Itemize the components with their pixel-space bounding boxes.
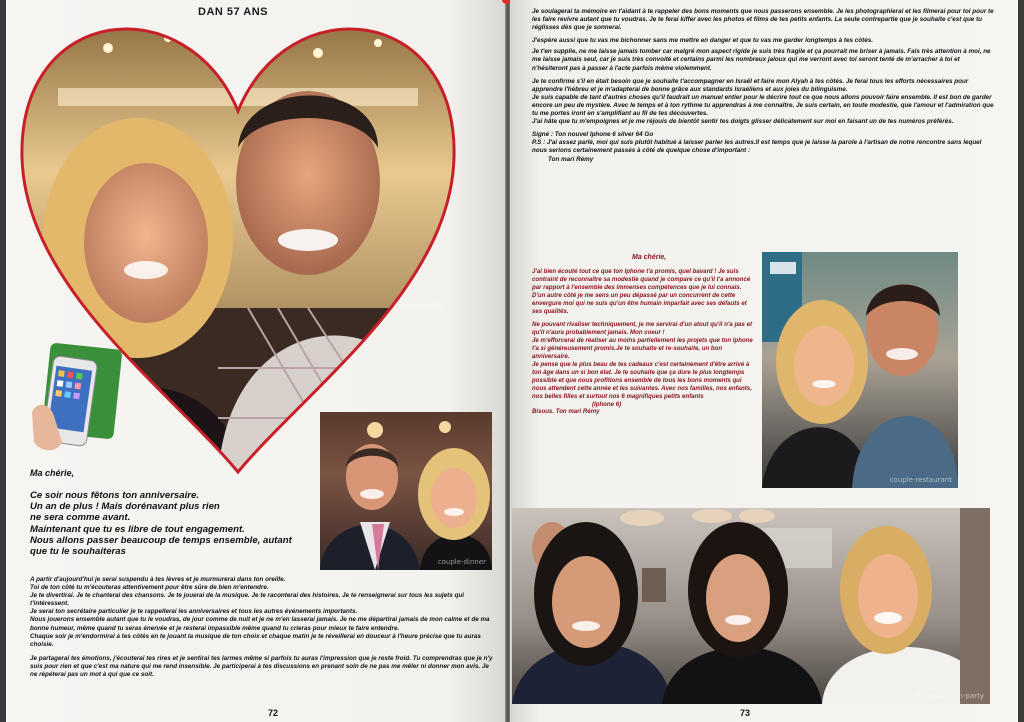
- left-page: [6, 0, 506, 722]
- heart-photo-label: couple-selfie: [398, 302, 443, 310]
- body-paragraph: Je t'en supplie, ne me laisse jamais tomber car malgré mon aspect rigide je suis très fragile et ça pourrait me briser à jamais. Fais très attention à moi, ne me laisse jamais seul, car je suis très convoité et certains parmi les nombreux jaloux qui me verront avec toi seront tenté de m'arracher à toi et n'hésiteront pas à passer à l'acte parfois même violemment.: [532, 48, 991, 72]
- letter-paragraph: (Iphone 6): [592, 400, 622, 408]
- poem-line: Un an de plus ! Mais dorénavant plus rien: [30, 501, 220, 513]
- phone-illustration: [28, 342, 123, 457]
- group-photo-label: three-women-party: [916, 692, 984, 700]
- body-paragraph: Je soulagerai ta mémoire en t'aidant à te rappeler des bons moments que nous passerons ensemble. Je les photographierai et les filmerai pour toi pour te les faire revivre autant que tu voudras. Je te ferai kiffer avec les photos et films de tes petits enfants. La seule contrepartie que je souhaite c'est que tu réglisses dès que je sonnerai.: [532, 8, 994, 32]
- signature: Signé : Ton nouvel Iphone 6 silver 64 Go: [532, 131, 654, 139]
- page-number-left: 72: [268, 708, 279, 718]
- body-paragraph: J'ai hâte que tu m'empoignes et je me réjouis de bientôt sentir tes doigts glisser délicatement sur moi en faisant un de tes numéros préférés.: [532, 118, 954, 126]
- right-page: [510, 0, 1018, 722]
- couple-photo: [762, 252, 958, 488]
- letter-paragraph: Je pense que le plus beau de tes cadeaux c'est certainement d'être arrivé à ton âge dans un si bon état. Je te souhaite que ça dure le plus longtemps possible et que nous profitions ensemble de tous les bons moments qui nous attendent cette année et les suivantes. Avec nos familles, nos enfants, nos belles filles et surtout nos 6 magnifiques petits enfants: [532, 360, 752, 400]
- body-paragraph: Je te divertirai. Je te chanterai des chansons. Je te jouerai de la musique. Je te raconterai des histoires. Je te renseignerai sur tous les sujets qui t'intéressent.: [30, 592, 464, 608]
- poem-line: Nous allons passer beaucoup de temps ensemble, autant: [30, 534, 292, 546]
- letter-paragraph: Bisous. Ton mari Rémy: [532, 408, 600, 416]
- letter-paragraph: Je m'efforcerai de réaliser au moins partiellement les projets que ton Iphone t'a si généreusement promis.Je te souhaite et re-souhaite, un bon anniversaire.: [532, 337, 753, 361]
- letter-paragraph: Ne pouvant rivaliser techniquement, je me servirai d'un atout qu'il n'a pas et qu'il n'aura probablement jamais. Mon coeur !: [532, 321, 753, 337]
- left-body-text: [30, 576, 496, 679]
- body-paragraph: Je partagerai tes émotions, j'écouterai tes rires et je sentirai tes larmes même si parfois tu auras l'impression que je reste froid. Tu comprendras que je n'y suis pour rien et que c'est ma nature qui me rend insensible. Je participerai à tes discussions en prenant soin de ne pas me mêler ni donner mon avis. Je ne répéterai pas un mot à qui que ce soit.: [30, 654, 493, 679]
- letter-text: [532, 268, 754, 416]
- postscript-signature: Ton mari Rémy: [548, 155, 594, 163]
- postscript: P.S : J'ai assez parlé, moi qui suis plutôt habitué à laisser parler les autres.Il est temps que je laisse la parole à l'artisan de notre rencontre sans lequel nous serions certainement passés à côté de quelque chose d'important :: [532, 139, 982, 155]
- body-paragraph: Chaque soir je m'endormirai à tes côtés en te jouant la musique de ton choix et chaque matin je te réveillerai en douceur à l'heure précise que tu auras choisie.: [30, 632, 481, 648]
- dinner-photo: [320, 412, 492, 570]
- poem-line: ne sera comme avant.: [30, 512, 131, 524]
- couple-photo-label: couple-restaurant: [889, 476, 952, 484]
- page-title: DAN 57 ANS: [198, 6, 268, 18]
- poem: [30, 490, 320, 557]
- poem-line: que tu le souhaiteras: [30, 546, 126, 558]
- body-paragraph: Je serai ton secrétaire particulier je te rappellerai les anniversaires et tous les autres événements importants.: [30, 608, 358, 616]
- body-paragraph: Je te confirme s'il en était besoin que je souhaite t'accompagner en Israël et faire mon Alyah à tes côtés. Je ferai tous les efforts nécessaires pour apprendre l'hébreu et je m'adapterai de bonne grâce aux standards Israéliens et aux joies du bilinguisme.: [532, 77, 969, 93]
- dinner-photo-label: couple-dinner: [437, 558, 486, 566]
- body-paragraph: Nous jouerons ensemble autant que tu le voudras, de jour comme de nuit et je ne m'en lasserai jamais. Je ne me départirai jamais de mon calme et de ma bonne humeur, même quand tu seras énervée et je resterai impassible même quand tu crieras pour mieux te faire entendre.: [30, 616, 490, 632]
- poem-line: Maintenant que tu es libre de tout engagement.: [30, 523, 245, 535]
- group-photo: [512, 508, 990, 704]
- letter-paragraph: J'ai bien écouté tout ce que ton Iphone t'a promis, quel bavard ! Je suis contraint de reconnaître sa modestie quand je compare ce qu'il t'a annoncé par rapport à l'ensemble des immenses compétences que je lui connais. D'un autre côté je me sens un peu dépassé par un concurrent de cette envergure moi qui ne suis qu'un être humain imparfait avec ses défauts et ses qualités.: [532, 268, 751, 315]
- page-number-right: 73: [740, 708, 751, 718]
- body-paragraph: Toi de ton côté tu m'écouteras attentivement pour être sûre de bien m'entendre.: [30, 584, 269, 592]
- body-paragraph: Je suis capable de tant d'autres choses qu'il faudrait un manuel entier pour le décrire tout ce que nous allons pouvoir faire ensemble. Il est bon de garder encore un peu de mystère. Avec le temps et à ton rythme tu apprendras à me connaître. Je suis certain, en toute modestie, que l'amour et l'admiration que tu me portes iront en s'amplifiant au fil de tes découvertes.: [532, 93, 994, 118]
- poem-line: Ce soir nous fêtons ton anniversaire.: [30, 490, 199, 501]
- body-paragraph: A partir d'aujourd'hui je serai suspendu à tes lèvres et je murmurerai dans ton oreille.: [30, 576, 286, 583]
- greeting: Ma chérie,: [30, 468, 75, 478]
- right-top-text: [532, 8, 996, 164]
- letter-title: Ma chérie,: [632, 254, 667, 261]
- body-paragraph: J'espère aussi que tu vas me bichonner sans me mettre en danger et que tu vas me garder longtemps à tes côtés.: [532, 37, 873, 45]
